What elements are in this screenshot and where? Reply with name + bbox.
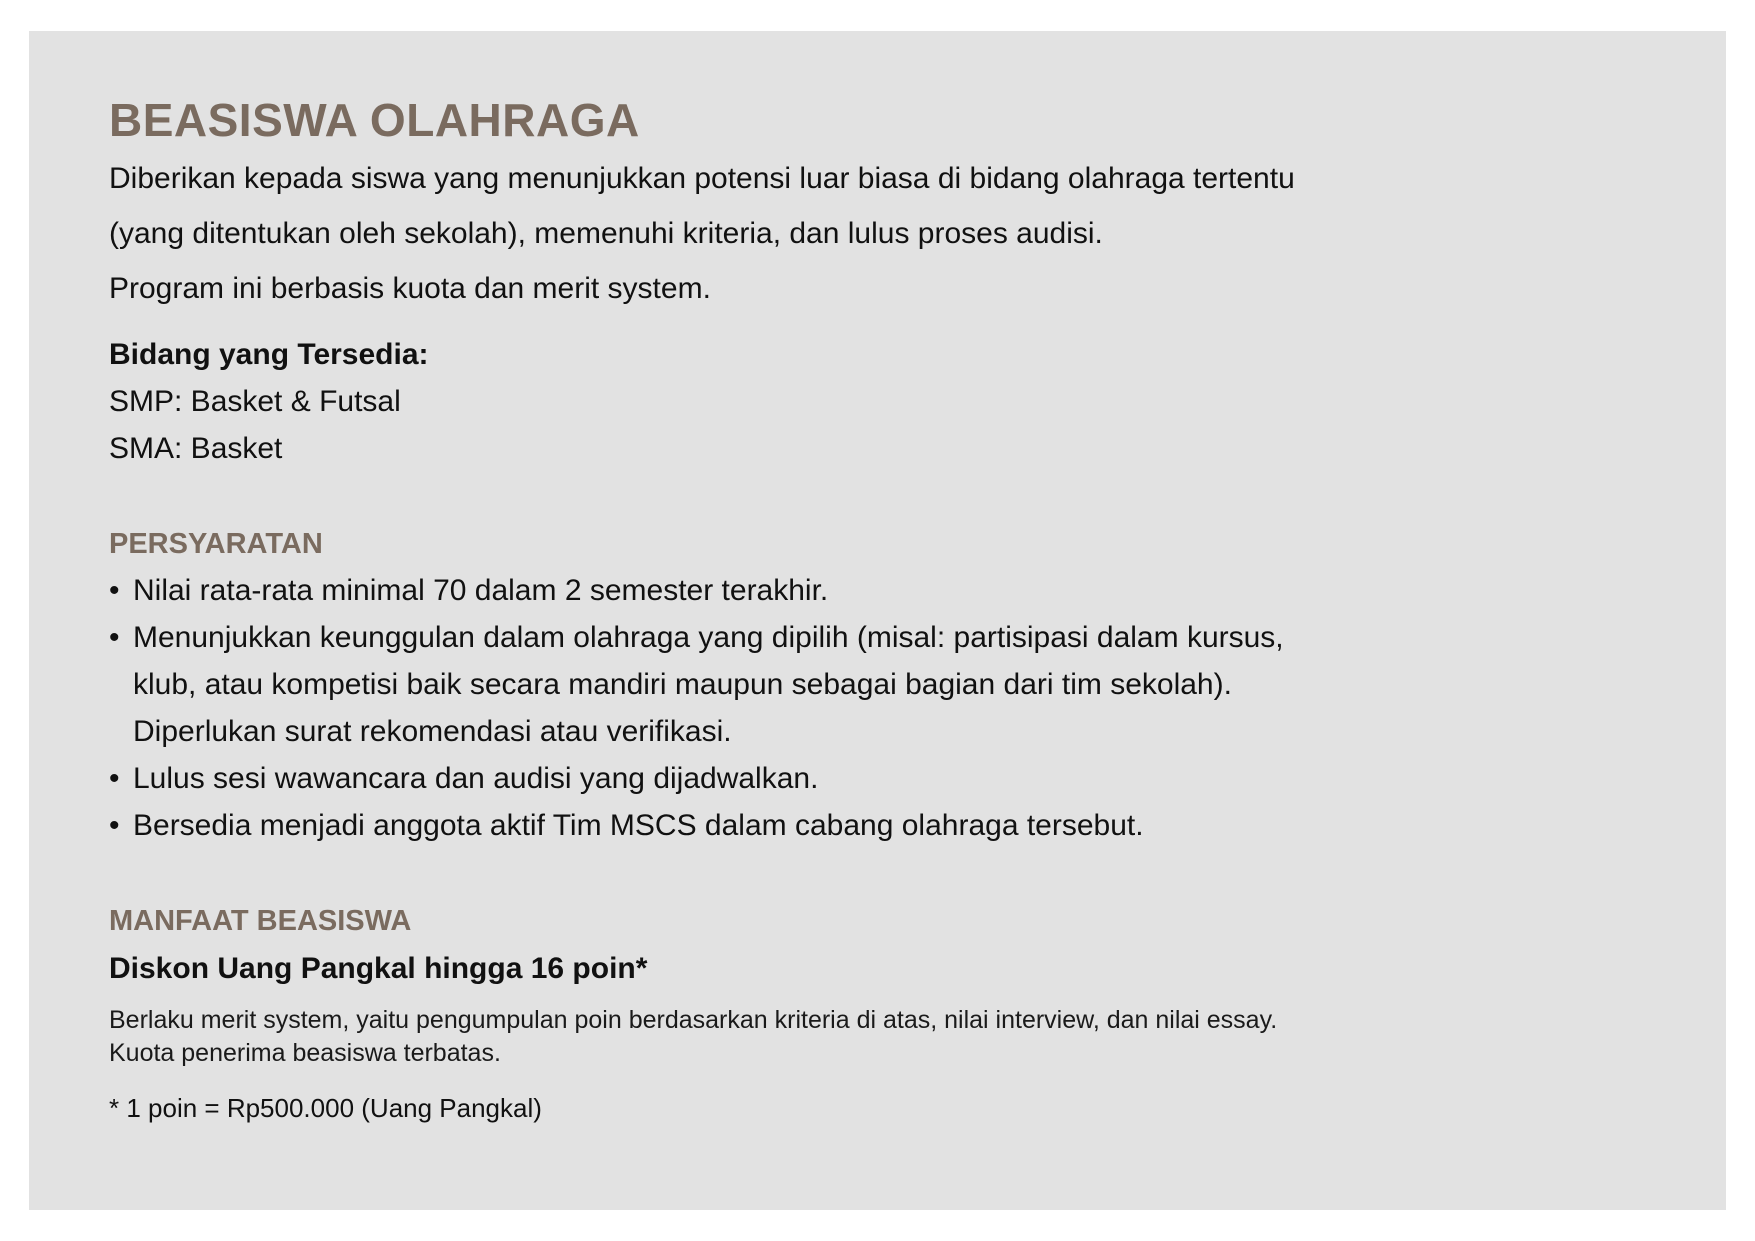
requirement-text: klub, atau kompetisi baik secara mandiri maupun sebagai bagian dari tim sekolah). <box>133 668 1232 701</box>
requirement-text: Nilai rata-rata minimal 70 dalam 2 semester terakhir. <box>133 574 829 607</box>
requirement-text: Lulus sesi wawancara dan audisi yang dijadwalkan. <box>133 762 819 795</box>
requirement-text: Bersedia menjadi anggota aktif Tim MSCS dalam cabang olahraga tersebut. <box>133 809 1144 842</box>
available-fields <box>109 332 1669 472</box>
scholarship-panel <box>29 31 1726 1210</box>
requirement-text: Diperlukan surat rekomendasi atau verifikasi. <box>133 715 732 748</box>
requirements-list <box>109 567 1669 849</box>
benefits-section <box>109 898 1669 1126</box>
requirement-item <box>109 567 1669 614</box>
fields-item-sma: SMA: Basket <box>109 432 283 465</box>
requirement-item <box>109 802 1669 849</box>
intro-line: Program ini berbasis kuota dan merit system. <box>109 272 711 305</box>
benefits-heading: MANFAAT BEASISWA <box>109 905 412 937</box>
panel-content <box>109 91 1669 1126</box>
bullet-icon: • <box>109 809 120 842</box>
fields-item-smp: SMP: Basket & Futsal <box>109 385 401 418</box>
requirements-section <box>109 521 1669 849</box>
intro-line: Diberikan kepada siswa yang menunjukkan potensi luar biasa di bidang olahraga tertentu <box>109 162 1295 195</box>
benefit-description <box>109 1004 1669 1070</box>
intro-line: (yang ditentukan oleh sekolah), memenuhi kriteria, dan lulus proses audisi. <box>109 217 1103 250</box>
bullet-icon: • <box>109 574 120 607</box>
page-title: BEASISWA OLAHRAGA <box>109 94 640 146</box>
requirements-heading: PERSYARATAN <box>109 528 323 560</box>
benefit-description-line: Kuota penerima beasiswa terbatas. <box>109 1039 501 1067</box>
benefit-title: Diskon Uang Pangkal hingga 16 poin* <box>109 952 648 985</box>
requirement-text: Menunjukkan keunggulan dalam olahraga yang dipilih (misal: partisipasi dalam kursus, <box>133 621 1284 654</box>
intro-paragraph <box>109 151 1669 316</box>
requirement-item <box>109 755 1669 802</box>
fields-heading: Bidang yang Tersedia: <box>109 338 429 371</box>
bullet-icon: • <box>109 762 120 795</box>
bullet-icon: • <box>109 621 120 654</box>
footnote: * 1 poin = Rp500.000 (Uang Pangkal) <box>109 1093 542 1123</box>
benefit-description-line: Berlaku merit system, yaitu pengumpulan poin berdasarkan kriteria di atas, nilai interview, dan nilai essay. <box>109 1006 1278 1034</box>
requirement-item <box>109 614 1669 755</box>
